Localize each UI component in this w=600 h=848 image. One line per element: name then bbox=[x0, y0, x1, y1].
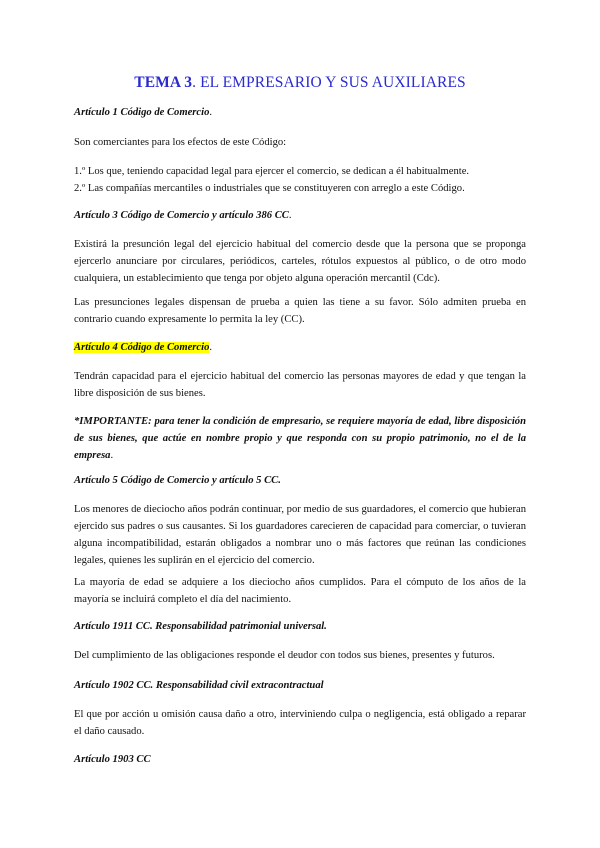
article-5-heading: Artículo 5 Código de Comercio y artículo 5 CC. bbox=[74, 475, 281, 486]
title-rest: . EL EMPRESARIO Y SUS AUXILIARES bbox=[192, 74, 466, 91]
article-3-heading: Artículo 3 Código de Comercio y artículo 386 CC. bbox=[74, 210, 292, 221]
article-1-list bbox=[74, 163, 526, 197]
page-title bbox=[0, 74, 600, 92]
article-1902-paragraph: El que por acción u omisión causa daño a otro, interviniendo culpa o negligencia, está obligado a reparar el daño causado. bbox=[74, 709, 526, 737]
article-1911-paragraph: Del cumplimiento de las obligaciones responde el deudor con todos sus bienes, presentes y futuros. bbox=[74, 650, 495, 661]
article-5-paragraph-1: Los menores de dieciocho años podrán continuar, por medio de sus guardadores, el comercio que hubieran ejercido sus padres o sus causantes. Si los guardadores carecieren de capacidad para comerciar, o tuvieran alguna incompatibilidad, estarán obligados a nombrar uno o más factores que reúnan las condiciones legales, quienes les suplirán en el ejercicio del comercio. bbox=[74, 504, 526, 566]
list-item: 1.º Los que, teniendo capacidad legal para ejercer el comercio, se dedican a él habitualmente. bbox=[74, 166, 470, 177]
important-note: *IMPORTANTE: para tener la condición de empresario, se requiere mayoría de edad, libre disposición de sus bienes, que actúe en nombre propio y que responda con su propio patrimonio, no el de la empresa. bbox=[74, 416, 526, 461]
article-5-paragraph-2: La mayoría de edad se adquiere a los dieciocho años cumplidos. Para el cómputo de los años de la mayoría se incluirá completo el día del nacimiento. bbox=[74, 577, 526, 605]
article-1911-heading: Artículo 1911 CC. Responsabilidad patrimonial universal. bbox=[74, 621, 327, 632]
article-1902-heading: Artículo 1902 CC. Responsabilidad civil extracontractual bbox=[74, 680, 324, 691]
article-1-heading: Artículo 1 Código de Comercio. bbox=[74, 107, 213, 118]
article-1903-heading: Artículo 1903 CC bbox=[74, 754, 151, 765]
article-3-paragraph-2: Las presunciones legales dispensan de prueba a quien las tiene a su favor. Sólo admiten prueba en contrario cuando expresamente lo permita la ley (CC). bbox=[74, 297, 526, 325]
title-strong: TEMA 3 bbox=[134, 74, 193, 91]
article-1-intro: Son comerciantes para los efectos de este Código: bbox=[74, 137, 287, 148]
article-4-paragraph-1: Tendrán capacidad para el ejercicio habitual del comercio las personas mayores de edad y que tengan la libre disposición de sus bienes. bbox=[74, 371, 526, 399]
article-4-heading: Artículo 4 Código de Comercio. bbox=[74, 342, 213, 353]
article-3-paragraph-1: Existirá la presunción legal del ejercicio habitual del comercio desde que la persona que se proponga ejercerlo anunciare por circulares, periódicos, carteles, rótulos expuestos al público, o de otro modo cualquiera, un establecimiento que tenga por objeto alguna operación mercantil (Cdc). bbox=[74, 239, 526, 284]
list-item: 2.º Las compañías mercantiles o industriales que se constituyeren con arreglo a este Código. bbox=[74, 183, 465, 194]
